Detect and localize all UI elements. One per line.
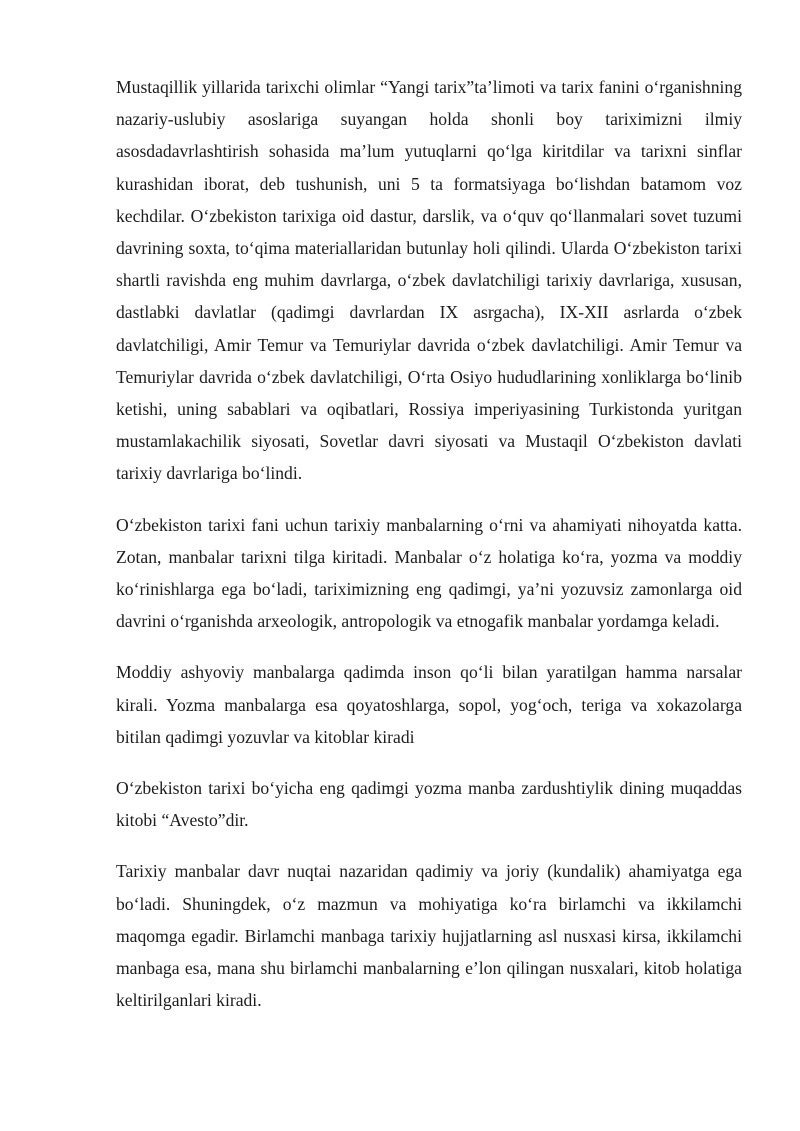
paragraph-3: Moddiy ashyoviy manbalarga qadimda inson qo‘li bilan yaratilgan hamma narsalar kirali. Yozma manbalarga esa qoyatoshlarga, sopol, yog‘och, teriga va xokazolarga bitilan qadimgi yozuvlar va kitoblar kiradi [116,662,742,747]
document-page [116,71,742,1035]
paragraph-4: O‘zbekiston tarixi bo‘yicha eng qadimgi yozma manba zardushtiylik dining muqaddas kitobi “Avesto”dir. [116,778,742,831]
paragraph-1: Mustaqillik yillarida tarixchi olimlar “Yangi tarix”ta’limoti va tarix fanini o‘rganishning nazariy-uslubiy asoslariga suyangan holda shonli boy tariximizni ilmiy asosdadavrlashtirish sohasida ma’lum yutuqlarni qo‘lga kiritdilar va tarixni sinflar kurashidan iborat, deb tushunish, uni 5 ta formatsiyaga bo‘lishdan batamom voz kechdilar. O‘zbekiston tarixiga oid dastur, darslik, va o‘quv qo‘llanmalari sovet tuzumi davrining soxta, to‘qima materiallaridan butunlay holi qilindi. Ularda O‘zbekiston tarixi shartli ravishda eng muhim davrlarga, o‘zbek davlatchiligi tarixiy davrlariga, xususan, dastlabki davlatlar (qadimgi davrlardan IX asrgacha), IX-XII asrlarda o‘zbek davlatchiligi, Amir Temur va Temuriylar davrida o‘zbek davlatchiligi. Amir Temur va Temuriylar davrida o‘zbek davlatchiligi, O‘rta Osiyo hududlarining xonliklarga bo‘linib ketishi, uning sabablari va oqibatlari, Rossiya imperiyasining Turkistonda yuritgan mustamlakachilik siyosati, Sovetlar davri siyosati va Mustaqil O‘zbekiston davlati tarixiy davrlariga bo‘lindi. [116,77,742,484]
paragraph-2: O‘zbekiston tarixi fani uchun tarixiy manbalarning o‘rni va ahamiyati nihoyatda katta. Zotan, manbalar tarixni tilga kiritadi. Manbalar o‘z holatiga ko‘ra, yozma va moddiy ko‘rinishlarga ega bo‘ladi, tariximizning eng qadimgi, ya’ni yozuvsiz zamonlarga oid davrini o‘rganishda arxeologik, antropologik va etnogafik manbalar yordamga keladi. [116,514,742,632]
paragraph-5: Tarixiy manbalar davr nuqtai nazaridan qadimiy va joriy (kundalik) ahamiyatga ega bo‘ladi. Shuningdek, o‘z mazmun va mohiyatiga ko‘ra birlamchi va ikkilamchi maqomga egadir. Birlamchi manbaga tarixiy hujjatlarning asl nusxasi kirsa, ikkilamchi manbaga esa, mana shu birlamchi manbalarning e’lon qilingan nusxalari, kitob holatiga keltirilganlari kiradi. [116,861,742,1011]
